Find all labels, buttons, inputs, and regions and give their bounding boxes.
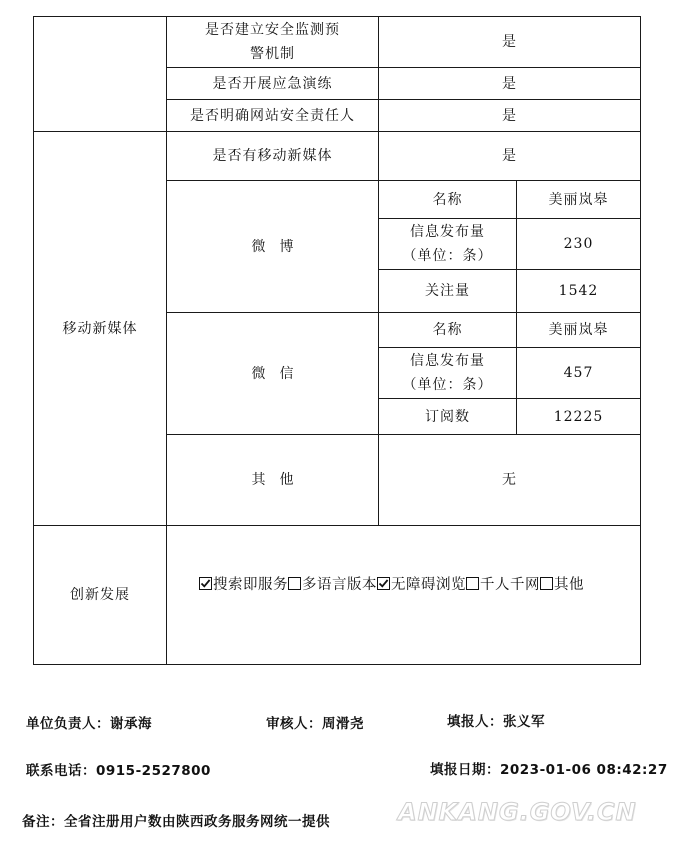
weibo-posts-label-line2: （单位：条） xyxy=(402,248,493,264)
weixin-posts-label xyxy=(379,348,516,398)
weibo-posts-value xyxy=(517,219,640,269)
weixin-posts-label-line1: 信息发布量 xyxy=(410,353,485,369)
unchecked-box-icon[interactable] xyxy=(540,577,553,590)
weixin-name-value xyxy=(517,313,640,347)
has-mobile-label xyxy=(167,132,378,180)
weixin-posts-value-text: 457 xyxy=(563,365,594,381)
weibo-follow-value xyxy=(517,270,640,312)
innovation-option-label: 多语言版本 xyxy=(302,576,377,593)
weibo-name-label-text: 名称 xyxy=(432,191,463,208)
has-mobile-value xyxy=(379,132,640,180)
innovation-options xyxy=(199,571,641,595)
unit-head: 单位负责人：谢承海 xyxy=(26,716,152,732)
weibo-name-value-text: 美丽岚皋 xyxy=(548,191,609,208)
innovation-option-label: 无障碍浏览 xyxy=(391,576,466,593)
monitoring-value-text: 是 xyxy=(502,33,517,50)
other-value-text: 无 xyxy=(502,472,517,488)
other-title-text: 其他 xyxy=(251,472,308,488)
drill-label xyxy=(167,68,378,99)
weixin-title xyxy=(167,313,378,434)
monitoring-value xyxy=(379,16,640,67)
report-table xyxy=(33,16,641,665)
weibo-posts-label-line1: 信息发布量 xyxy=(410,224,485,240)
responsible-label xyxy=(167,100,378,131)
weibo-posts-label xyxy=(379,219,516,269)
weibo-title-text: 微博 xyxy=(251,238,308,255)
monitoring-label-text: 是否建立安全监测预警机制 xyxy=(205,21,340,62)
weixin-posts-label-line2: （单位：条） xyxy=(402,377,493,393)
innovation-option-label: 搜索即服务 xyxy=(213,576,288,593)
weixin-name-value-text: 美丽岚皋 xyxy=(548,322,609,338)
innovation-title-text: 创新发展 xyxy=(70,587,130,603)
unchecked-box-icon[interactable] xyxy=(288,577,301,590)
filler: 填报人：张义军 xyxy=(447,714,545,730)
footnote: 备注：全省注册用户数由陕西政务服务网统一提供 xyxy=(22,814,330,830)
mobile-section-title xyxy=(34,132,166,525)
weibo-posts-value-text: 230 xyxy=(563,236,594,252)
site-watermark: ANKANG.GOV.CN xyxy=(398,798,637,826)
weixin-subs-value xyxy=(517,399,640,434)
weixin-name-label-text: 名称 xyxy=(432,322,463,338)
innovation-option-label: 其他 xyxy=(554,576,584,593)
weixin-posts-value xyxy=(517,348,640,398)
checked-box-icon[interactable] xyxy=(377,577,390,590)
weixin-subs-label-text: 订阅数 xyxy=(425,408,470,425)
weibo-title xyxy=(167,181,378,312)
other-title xyxy=(167,435,378,525)
drill-value-text: 是 xyxy=(502,75,517,92)
responsible-label-text: 是否明确网站安全责任人 xyxy=(190,107,355,124)
contact-phone: 联系电话：0915-2527800 xyxy=(26,763,211,779)
weibo-follow-label xyxy=(379,270,516,312)
innovation-option[interactable] xyxy=(288,573,377,594)
monitoring-label xyxy=(167,16,378,67)
other-value xyxy=(379,435,640,525)
drill-label-text: 是否开展应急演练 xyxy=(212,75,333,92)
checked-box-icon[interactable] xyxy=(199,577,212,590)
has-mobile-label-text: 是否有移动新媒体 xyxy=(212,148,333,164)
innovation-option[interactable] xyxy=(540,573,584,594)
weixin-subs-label xyxy=(379,399,516,434)
innovation-title xyxy=(34,526,166,664)
weibo-name-value xyxy=(517,181,640,218)
responsible-value-text: 是 xyxy=(502,107,517,124)
innovation-option[interactable] xyxy=(199,573,288,594)
weixin-title-text: 微信 xyxy=(251,365,308,382)
weibo-follow-label-text: 关注量 xyxy=(425,283,470,299)
drill-value xyxy=(379,68,640,99)
has-mobile-value-text: 是 xyxy=(502,148,517,164)
responsible-value xyxy=(379,100,640,131)
innovation-option-label: 千人千网 xyxy=(480,576,540,593)
reviewer: 审核人：周滑尧 xyxy=(266,716,364,732)
mobile-section-title-text: 移动新媒体 xyxy=(62,320,138,337)
weixin-name-label xyxy=(379,313,516,347)
weibo-name-label xyxy=(379,181,516,218)
grid-line xyxy=(33,664,641,665)
grid-line xyxy=(640,16,641,665)
weibo-follow-value-text: 1542 xyxy=(558,283,599,299)
innovation-option[interactable] xyxy=(466,573,540,594)
innovation-option[interactable] xyxy=(377,573,466,594)
weixin-subs-value-text: 12225 xyxy=(553,408,604,425)
unchecked-box-icon[interactable] xyxy=(466,577,479,590)
fill-date: 填报日期：2023-01-06 08:42:27 xyxy=(430,762,668,778)
